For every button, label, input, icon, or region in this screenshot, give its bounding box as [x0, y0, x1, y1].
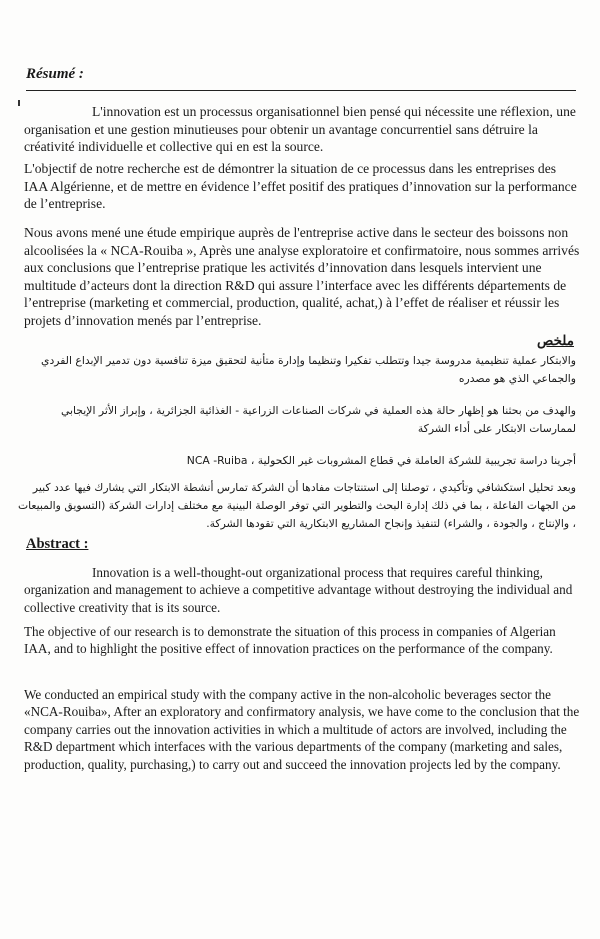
abstract-paragraph-1: Innovation is a well-thought-out organizational process that requires careful thinking, organization and management to achieve a competitive advantage without destroying the individual and collective creativity that is its source. [24, 565, 573, 615]
abstract-paragraph-2: The objective of our research is to demonstrate the situation of this process in companies of Algerian IAA, and to highlight the positive effect of innovation practices on the performance of the company. [24, 624, 556, 657]
arabic-paragraph-4: وبعد تحليل استكشافي وتأكيدي ، توصلنا إلى استنتاجات مفادها أن الشركة تمارس أنشطة الابتكار التي يشارك فيها عدد كبير من الجهات الفاعلة ، بما في ذلك إدارة البحث والتطوير التي توفر الوصلة البينية مع مختلف إدارات الشركة (التسويق والمبيعات ، والإنتاج ، والجودة ، والشراء) لتنفيذ وإنجاح المشاريع الابتكارية التي تقودها الشركة. [17, 481, 576, 530]
resume-paragraph-1: L'innovation est un processus organisationnel bien pensé qui nécessite une réflexion, une organisation et une gestion minutieuses pour obtenir un avantage concurrentiel sans détruire la créativité individuelle et collective qui en est la source. [24, 104, 576, 155]
arabic-heading: ملخص [537, 333, 574, 348]
resume-heading: Résumé : [26, 66, 84, 82]
margin-mark [18, 100, 20, 106]
abstract-paragraph-3: We conducted an empirical study with the company active in the non-alcoholic beverages sector the «NCA-Rouiba», After an exploratory and confirmatory analysis, we have come to the conclusion that the company carries out the innovation activities in which a multitude of actors are involved, including the R&D department which interfaces with the various departments of the company (marketing and sales, production, quality, purchasing,) to carry out and succeed the innovation projects led by the company. [24, 687, 580, 772]
arabic-paragraph-3: أجرينا دراسة تجريبية للشركة العاملة في قطاع المشروبات غير الكحولية ، NCA -Ruiba [186, 454, 576, 467]
arabic-paragraph-1: والابتكار عملية تنظيمية مدروسة جيدا وتتطلب تفكيرا وتنظيما وإدارة متأنية لتحقيق ميزة تنافسية دون تدمير الإبداع الفردي والجماعي الذي هو مصدره [41, 354, 576, 385]
resume-paragraph-3: Nous avons mené une étude empirique auprès de l'entreprise active dans le secteur des boissons non alcoolisées la « NCA-Rouiba », Après une analyse exploratoire et confirmatoire, nous sommes arrivés aux conclusions que l’entreprise pratique les activités d’innovation dans lesquels intervient une multitude d’acteurs dont la direction R&D qui assure l’interface avec les différents départements de l’entreprise (marketing et commercial, production, qualité, achat,) à l’effet de réaliser et réussir les projets d’innovation menés par l’entreprise. [24, 225, 580, 328]
arabic-paragraph-2: والهدف من بحثنا هو إظهار حالة هذه العملية في شركات الصناعات الزراعية - الغذائية الجزائرية ، وإبراز الأثر الإيجابي لممارسات الابتكار على أداء الشركة [61, 404, 576, 435]
heading-divider [26, 90, 576, 91]
abstract-heading: Abstract : [26, 536, 89, 552]
resume-paragraph-2: L'objectif de notre recherche est de démontrer la situation de ce processus dans les entreprises des IAA Algérienne, et de mettre en évidence l’effet positif des pratiques d’innovation sur la performance de l’entreprise. [24, 161, 577, 212]
